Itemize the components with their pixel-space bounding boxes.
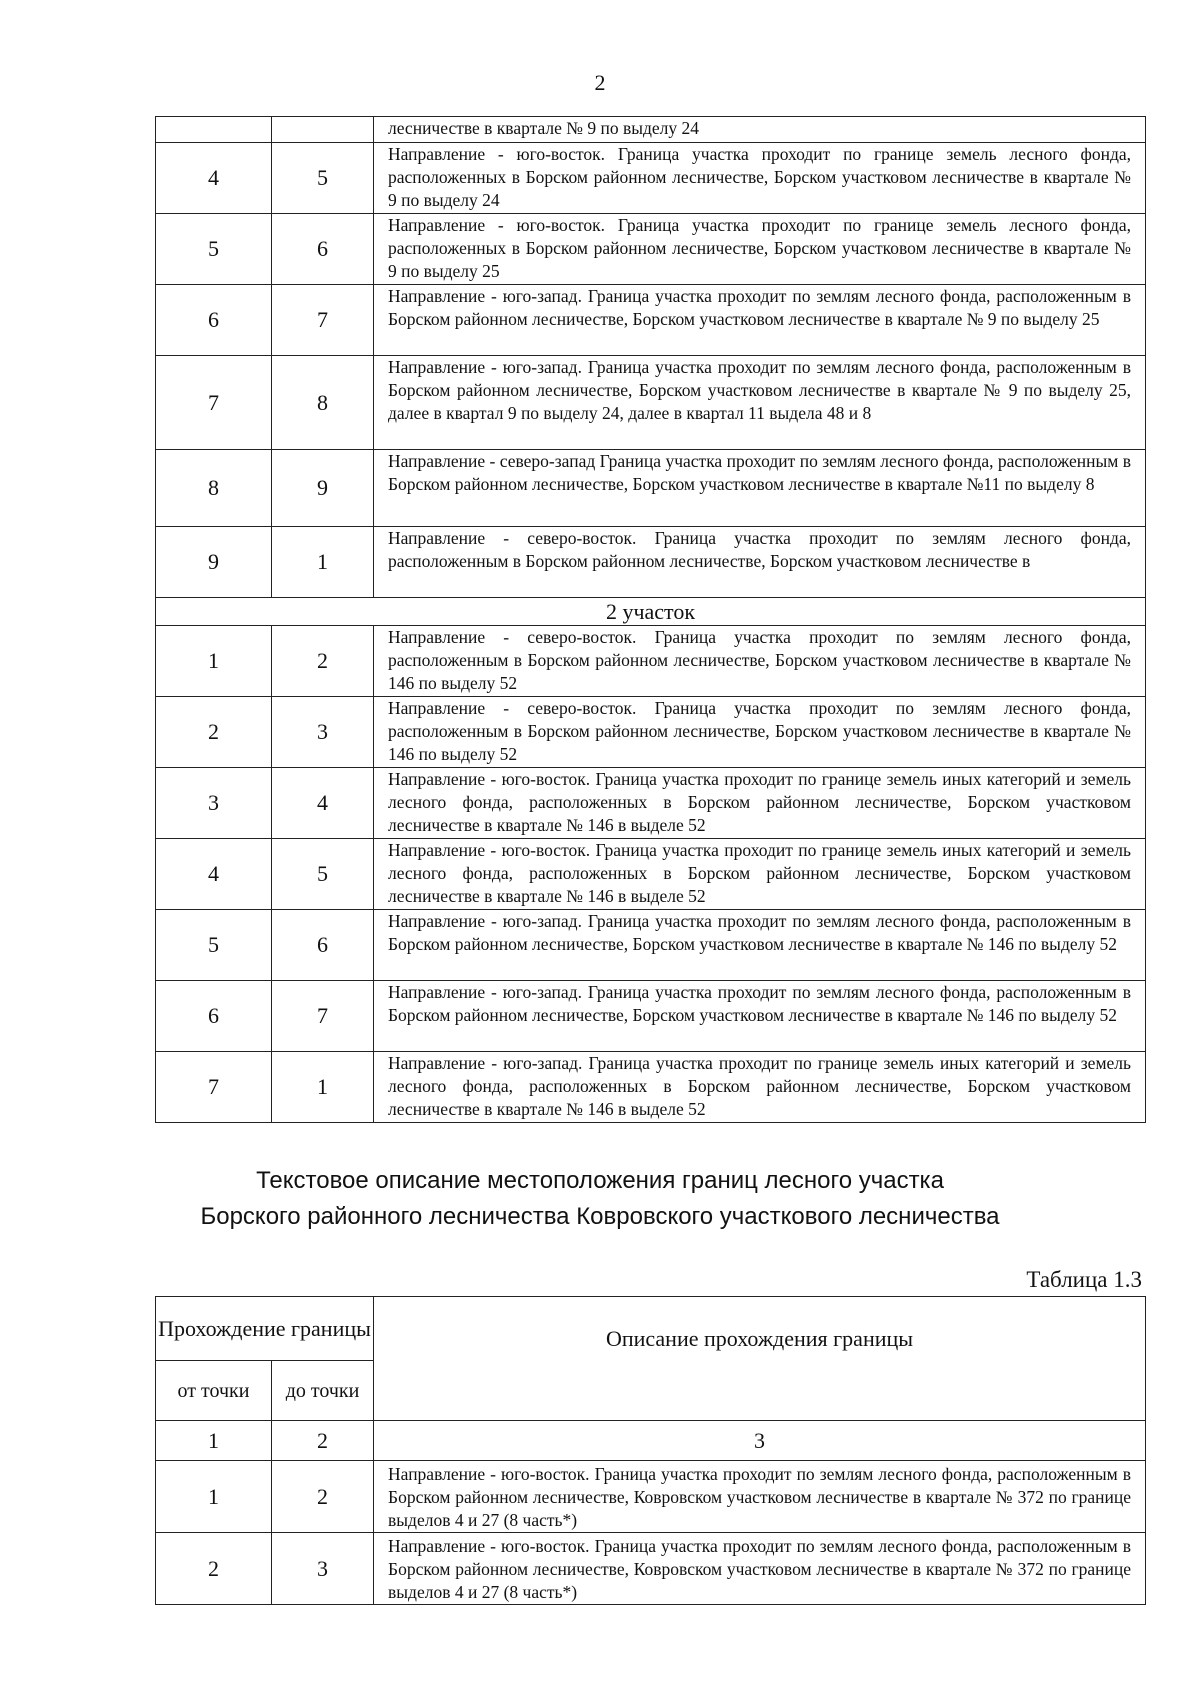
- section-heading-line-2: Борского районного лесничества Ковровского участкового лесничества: [200, 1203, 1000, 1230]
- from-point: 1: [156, 1461, 272, 1533]
- table-row: [156, 1461, 1146, 1533]
- to-point: 3: [272, 697, 374, 768]
- to-point: 2: [272, 1461, 374, 1533]
- from-point: 5: [156, 214, 272, 285]
- table-row: [156, 143, 1146, 214]
- from-point: [156, 117, 272, 143]
- page-number: 2: [594, 70, 606, 95]
- from-point: 7: [156, 356, 272, 450]
- boundary-description: Направление - юго-восток. Граница участка проходит по землям лесного фонда, расположенным в Борском районном лесничестве, Ковровском участковом лесничестве в квартале № 372 по границе выделов 4 и 27 (8 часть*): [374, 1533, 1146, 1605]
- to-point: 8: [272, 356, 374, 450]
- from-point: 2: [156, 1533, 272, 1605]
- to-point: 7: [272, 981, 374, 1052]
- table-row: [156, 117, 1146, 143]
- boundary-table-continued: [155, 116, 1146, 1123]
- table-row: [156, 214, 1146, 285]
- to-point: 6: [272, 910, 374, 981]
- boundary-description: Направление - северо-восток. Граница участка проходит по землям лесного фонда, расположенным в Борском районном лесничестве, Борском участковом лесничестве в квартале № 146 по выделу 52: [374, 697, 1146, 768]
- to-point: 6: [272, 214, 374, 285]
- boundary-description: Направление - юго-запад. Граница участка проходит по землям лесного фонда, расположенным в Борском районном лесничестве, Борском участковом лесничестве в квартале № 9 по выделу 25: [374, 285, 1146, 356]
- from-point: 4: [156, 839, 272, 910]
- from-point: 5: [156, 910, 272, 981]
- from-point: 2: [156, 697, 272, 768]
- to-point: 7: [272, 285, 374, 356]
- section-label: 2 участок: [156, 598, 1146, 626]
- section-row: [156, 598, 1146, 626]
- table-row: [156, 285, 1146, 356]
- table-row: [156, 981, 1146, 1052]
- boundary-description: Направление - юго-запад. Граница участка проходит по границе земель иных категорий и земель лесного фонда, расположенных в Борском районном лесничестве, Борском участковом лесничестве в квартале № 146 в выделе 52: [374, 1052, 1146, 1123]
- to-point: 1: [272, 1052, 374, 1123]
- section-heading-line-1: Текстовое описание местоположения границ лесного участка: [256, 1167, 944, 1194]
- boundary-description: Направление - юго-восток. Граница участка проходит по границе земель лесного фонда, расположенных в Борском районном лесничестве, Борском участковом лесничестве в квартале № 9 по выделу 25: [374, 214, 1146, 285]
- boundary-description: Направление - северо-запад Граница участка проходит по землям лесного фонда, расположенным в Борском районном лесничестве, Борском участковом лесничестве в квартале №11 по выделу 8: [374, 450, 1146, 527]
- boundary-table-1-3: [155, 1296, 1146, 1605]
- to-point: 5: [272, 839, 374, 910]
- boundary-description: Направление - юго-восток. Граница участка проходит по землям лесного фонда, расположенным в Борском районном лесничестве, Ковровском участковом лесничестве в квартале № 372 по границе выделов 4 и 27 (8 часть*): [374, 1461, 1146, 1533]
- header-row: [156, 1297, 1146, 1361]
- from-point: 1: [156, 626, 272, 697]
- to-point: 1: [272, 527, 374, 598]
- to-point: 4: [272, 768, 374, 839]
- table-row: [156, 1533, 1146, 1605]
- from-point: 6: [156, 981, 272, 1052]
- boundary-description: Направление - юго-запад. Граница участка проходит по землям лесного фонда, расположенным в Борском районном лесничестве, Борском участковом лесничестве в квартале № 146 по выделу 52: [374, 910, 1146, 981]
- table-row: [156, 1052, 1146, 1123]
- from-point: 4: [156, 143, 272, 214]
- boundary-description: Направление - юго-запад. Граница участка проходит по землям лесного фонда, расположенным в Борском районном лесничестве, Борском участковом лесничестве в квартале № 9 по выделу 25, далее в квартал 9 по выделу 24, далее в квартал 11 выдела 48 и 8: [374, 356, 1146, 450]
- passage-header: Прохождение границы: [156, 1297, 374, 1361]
- boundary-description: Направление - юго-запад. Граница участка проходит по землям лесного фонда, расположенным в Борском районном лесничестве, Борском участковом лесничестве в квартале № 146 по выделу 52: [374, 981, 1146, 1052]
- table-row: [156, 450, 1146, 527]
- to-point: 3: [272, 1533, 374, 1605]
- boundary-description: лесничестве в квартале № 9 по выделу 24: [374, 117, 1146, 143]
- table-row: [156, 356, 1146, 450]
- table-row: [156, 697, 1146, 768]
- description-header: Описание прохождения границы: [374, 1297, 1146, 1421]
- column-number: 3: [374, 1421, 1146, 1461]
- to-point: 9: [272, 450, 374, 527]
- to-point: 5: [272, 143, 374, 214]
- column-number-row: [156, 1421, 1146, 1461]
- to-point: 2: [272, 626, 374, 697]
- from-point: 8: [156, 450, 272, 527]
- to-point-header: до точки: [272, 1361, 374, 1421]
- table-row: [156, 527, 1146, 598]
- table-row: [156, 910, 1146, 981]
- to-point: [272, 117, 374, 143]
- from-point-header: от точки: [156, 1361, 272, 1421]
- boundary-description: Направление - северо-восток. Граница участка проходит по землям лесного фонда, расположенным в Борском районном лесничестве, Борском участковом лесничестве в: [374, 527, 1146, 598]
- from-point: 9: [156, 527, 272, 598]
- column-number: 2: [272, 1421, 374, 1461]
- boundary-description: Направление - юго-восток. Граница участка проходит по границе земель иных категорий и земель лесного фонда, расположенных в Борском районном лесничестве, Борском участковом лесничестве в квартале № 146 в выделе 52: [374, 768, 1146, 839]
- boundary-description: Направление - северо-восток. Граница участка проходит по землям лесного фонда, расположенным в Борском районном лесничестве, Борском участковом лесничестве в квартале № 146 по выделу 52: [374, 626, 1146, 697]
- boundary-description: Направление - юго-восток. Граница участка проходит по границе земель лесного фонда, расположенных в Борском районном лесничестве, Борском участковом лесничестве в квартале № 9 по выделу 24: [374, 143, 1146, 214]
- boundary-description: Направление - юго-восток. Граница участка проходит по границе земель иных категорий и земель лесного фонда, расположенных в Борском районном лесничестве, Борском участковом лесничестве в квартале № 146 в выделе 52: [374, 839, 1146, 910]
- table-row: [156, 768, 1146, 839]
- from-point: 6: [156, 285, 272, 356]
- column-number: 1: [156, 1421, 272, 1461]
- from-point: 3: [156, 768, 272, 839]
- from-point: 7: [156, 1052, 272, 1123]
- table-caption: Таблица 1.3: [1026, 1267, 1142, 1292]
- table-row: [156, 839, 1146, 910]
- table-row: [156, 626, 1146, 697]
